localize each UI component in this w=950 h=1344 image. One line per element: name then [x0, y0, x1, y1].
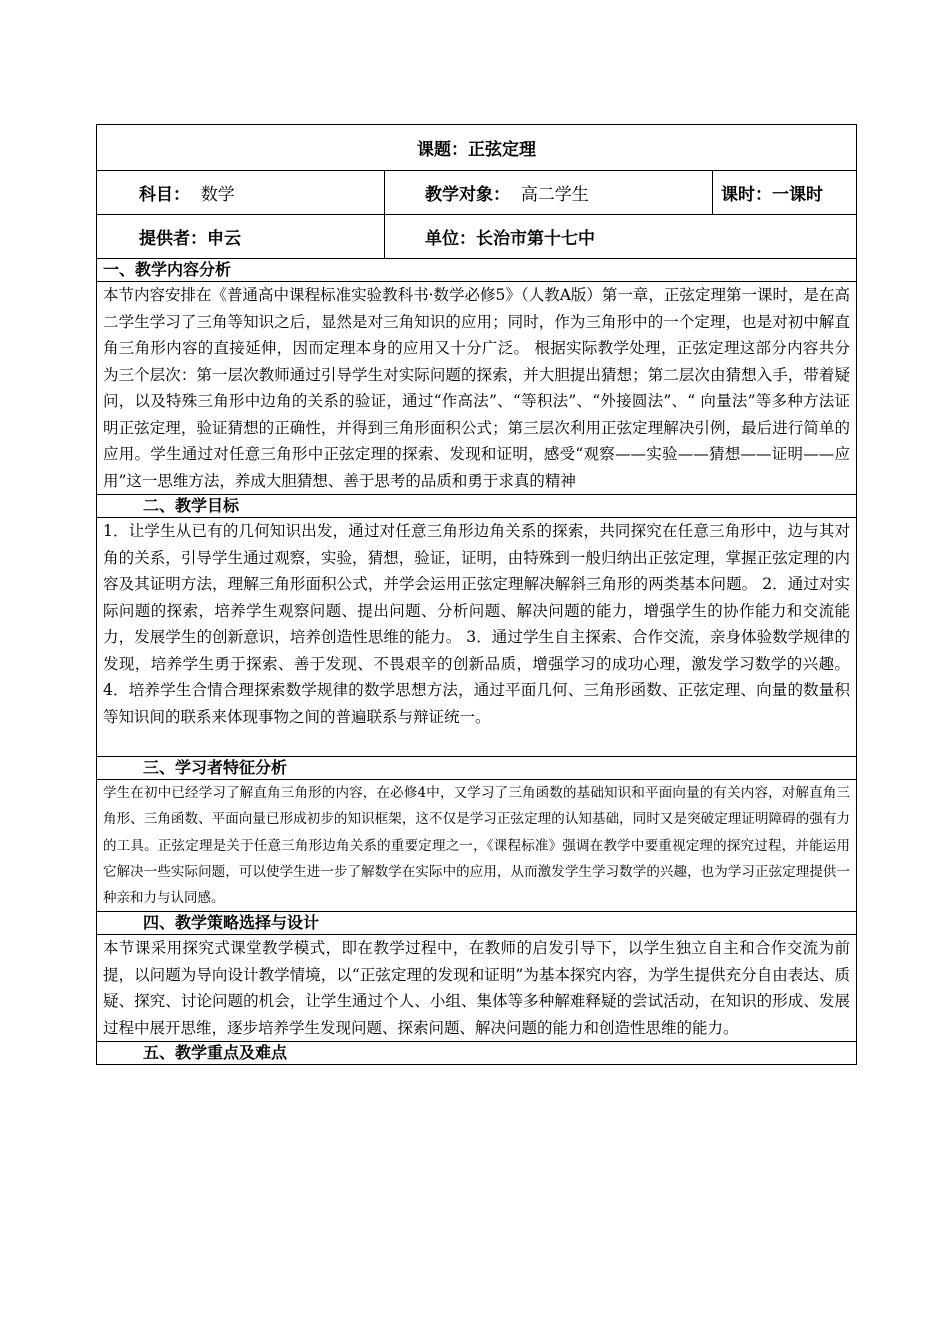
subject-cell: [97, 171, 385, 215]
provider-cell: [97, 215, 385, 259]
period-cell: [713, 171, 857, 215]
audience-value: 高二学生: [520, 185, 589, 205]
audience-cell: [385, 171, 713, 215]
unit-label: 单位：长治市第十七中: [425, 229, 595, 249]
unit-cell: [385, 215, 857, 259]
section-heading: 三、学习者特征分析: [97, 757, 857, 780]
section-heading: 一、教学内容分析: [97, 259, 857, 282]
section-body: 1．让学生从已有的几何知识出发，通过对任意三角形边角关系的探索，共同探究在任意三角形中，边与其对角的关系，引导学生通过观察，实验，猜想，验证，证明，由特殊到一般归纳出正弦定理，掌握正弦定理的内容及其证明方法，理解三角形面积公式，并学会运用正弦定理解决解斜三角形的两类基本问题。 2．通过对实际问题的探索，培养学生观察问题、提出问题、分析问题、解决问题的能力，增强学生的协作能力和交流能力，发展学生的创新意识，培养创造性思维的能力。 3．通过学生自主探索、合作交流，亲身体验数学规律的发现，培养学生勇于探索、善于发现、不畏艰辛的创新品质，增强学习的成功心理，激发学习数学的兴趣。 4．培养学生合情合理探索数学规律的数学思想方法，通过平面几何、三角形函数、正弦定理、向量的数量积等知识间的联系来体现事物之间的普遍联系与辩证统一。: [97, 518, 857, 757]
section-body: 学生在初中已经学习了解直角三角形的内容，在必修4中，又学习了三角函数的基础知识和平面向量的有关内容，对解直角三角形、三角函数、平面向量已形成初步的知识框架，这不仅是学习正弦定理的认知基础，同时又是突破定理证明障碍的强有力的工具。正弦定理是关于任意三角形边角关系的重要定理之一，《课程标准》强调在教学中要重视定理的探究过程，并能运用它解决一些实际问题，可以使学生进一步了解数学在实际中的应用，从而激发学生学习数学的兴趣，也为学习正弦定理提供一种亲和力与认同感。: [97, 780, 857, 912]
section-heading: 四、教学策略选择与设计: [97, 912, 857, 935]
period-label: 课时：一课时: [721, 185, 823, 205]
lesson-plan-page: [96, 124, 856, 1065]
audience-label: 教学对象：: [425, 185, 510, 205]
section-body: 本节课采用探究式课堂教学模式，即在教学过程中，在教师的启发引导下，以学生独立自主和合作交流为前提，以问题为导向设计教学情境，以“正弦定理的发现和证明”为基本探究内容，为学生提供充分自由表达、质疑、探究、讨论问题的机会，让学生通过个人、小组、集体等多种解难释疑的尝试活动，在知识的形成、发展过程中展开思维，逐步培养学生发现问题、探索问题、解决问题的能力和创造性思维的能力。: [97, 935, 857, 1042]
lesson-title: 课题：正弦定理: [97, 125, 857, 171]
lesson-plan-table: [96, 124, 857, 1065]
section-heading: 五、教学重点及难点: [97, 1042, 857, 1065]
subject-value: 数学: [200, 185, 235, 205]
section-heading: 二、教学目标: [97, 495, 857, 518]
provider-label: 提供者：申云: [139, 229, 241, 249]
subject-label: 科目：: [139, 185, 190, 205]
section-body: 本节内容安排在《普通高中课程标准实验教科书·数学必修5》（人教A版）第一章，正弦定理第一课时，是在高二学生学习了三角等知识之后，显然是对三角知识的应用；同时，作为三角形中的一个定理，也是对初中解直角三角形内容的直接延伸，因而定理本身的应用又十分广泛。 根据实际教学处理，正弦定理这部分内容共分为三个层次：第一层次教师通过引导学生对实际问题的探索，并大胆提出猜想；第二层次由猜想入手，带着疑问，以及特殊三角形中边角的关系的验证，通过“作高法”、“等积法”、“外接圆法”、“ 向量法”等多种方法证明正弦定理，验证猜想的正确性，并得到三角形面积公式；第三层次利用正弦定理解决引例，最后进行简单的应用。学生通过对任意三角形中正弦定理的探索、发现和证明，感受“观察——实验——猜想——证明——应用”这一思维方法，养成大胆猜想、善于思考的品质和勇于求真的精神: [97, 282, 857, 495]
